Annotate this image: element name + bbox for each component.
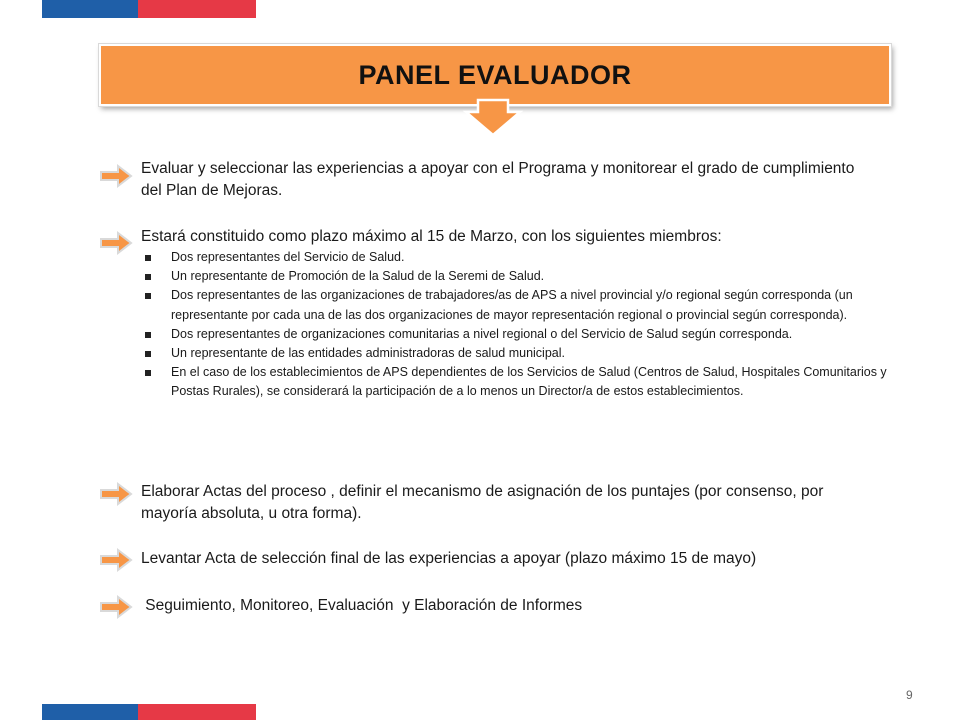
item-constitution: Estará constituido como plazo máximo al 15 de Marzo, con los siguientes miembros: [141,228,722,245]
bottom-flag-bar [42,704,256,720]
member-item: Dos representantes de las organizaciones de trabajadores/as de APS a nivel provincial y/o regional según corresponda (un representante por cada una de las dos organizaciones de mayor representación regional o provincial según corresponda). [142,286,902,324]
member-item: Dos representantes de organizaciones comunitarias a nivel regional o del Servicio de Salud según corresponda. [142,325,902,344]
member-item: En el caso de los establecimientos de APS dependientes de los Servicios de Salud (Centros de Salud, Hospitales Comunitarios y Postas Rurales), se considerará la participación de a lo menos un Director/a de estos establecimientos. [142,363,902,401]
title-banner [99,44,891,106]
member-item: Dos representantes del Servicio de Salud. [142,248,902,267]
right-arrow-icon [98,481,134,507]
members-list [142,248,902,402]
item-final-selection: Levantar Acta de selección final de las experiencias a apoyar (plazo máximo 15 de mayo) [141,550,757,567]
item-follow-up: Seguimiento, Monitoreo, Evaluación y Elaboración de Informes [141,597,583,614]
top-flag-bar [42,0,256,18]
item-actas: Elaborar Actas del proceso , definir el mecanismo de asignación de los puntajes (por consenso, por mayoría absoluta, u otra forma). [141,483,824,522]
member-item: Un representante de las entidades administradoras de salud municipal. [142,344,902,363]
member-item: Un representante de Promoción de la Salud de la Seremi de Salud. [142,267,902,286]
right-arrow-icon [98,163,134,189]
right-arrow-icon [98,594,134,620]
flag-blue-segment [42,704,138,720]
flag-red-segment [138,704,256,720]
right-arrow-icon [98,230,134,256]
page-title: PANEL EVALUADOR [358,59,632,90]
flag-blue-segment [42,0,138,18]
right-arrow-icon [98,547,134,573]
page-number: 9 [906,688,913,702]
item-evaluate: Evaluar y seleccionar las experiencias a apoyar con el Programa y monitorear el grado de cumplimiento del Plan de Mejoras. [141,160,855,199]
flag-red-segment [138,0,256,18]
down-arrow-icon [462,98,524,138]
